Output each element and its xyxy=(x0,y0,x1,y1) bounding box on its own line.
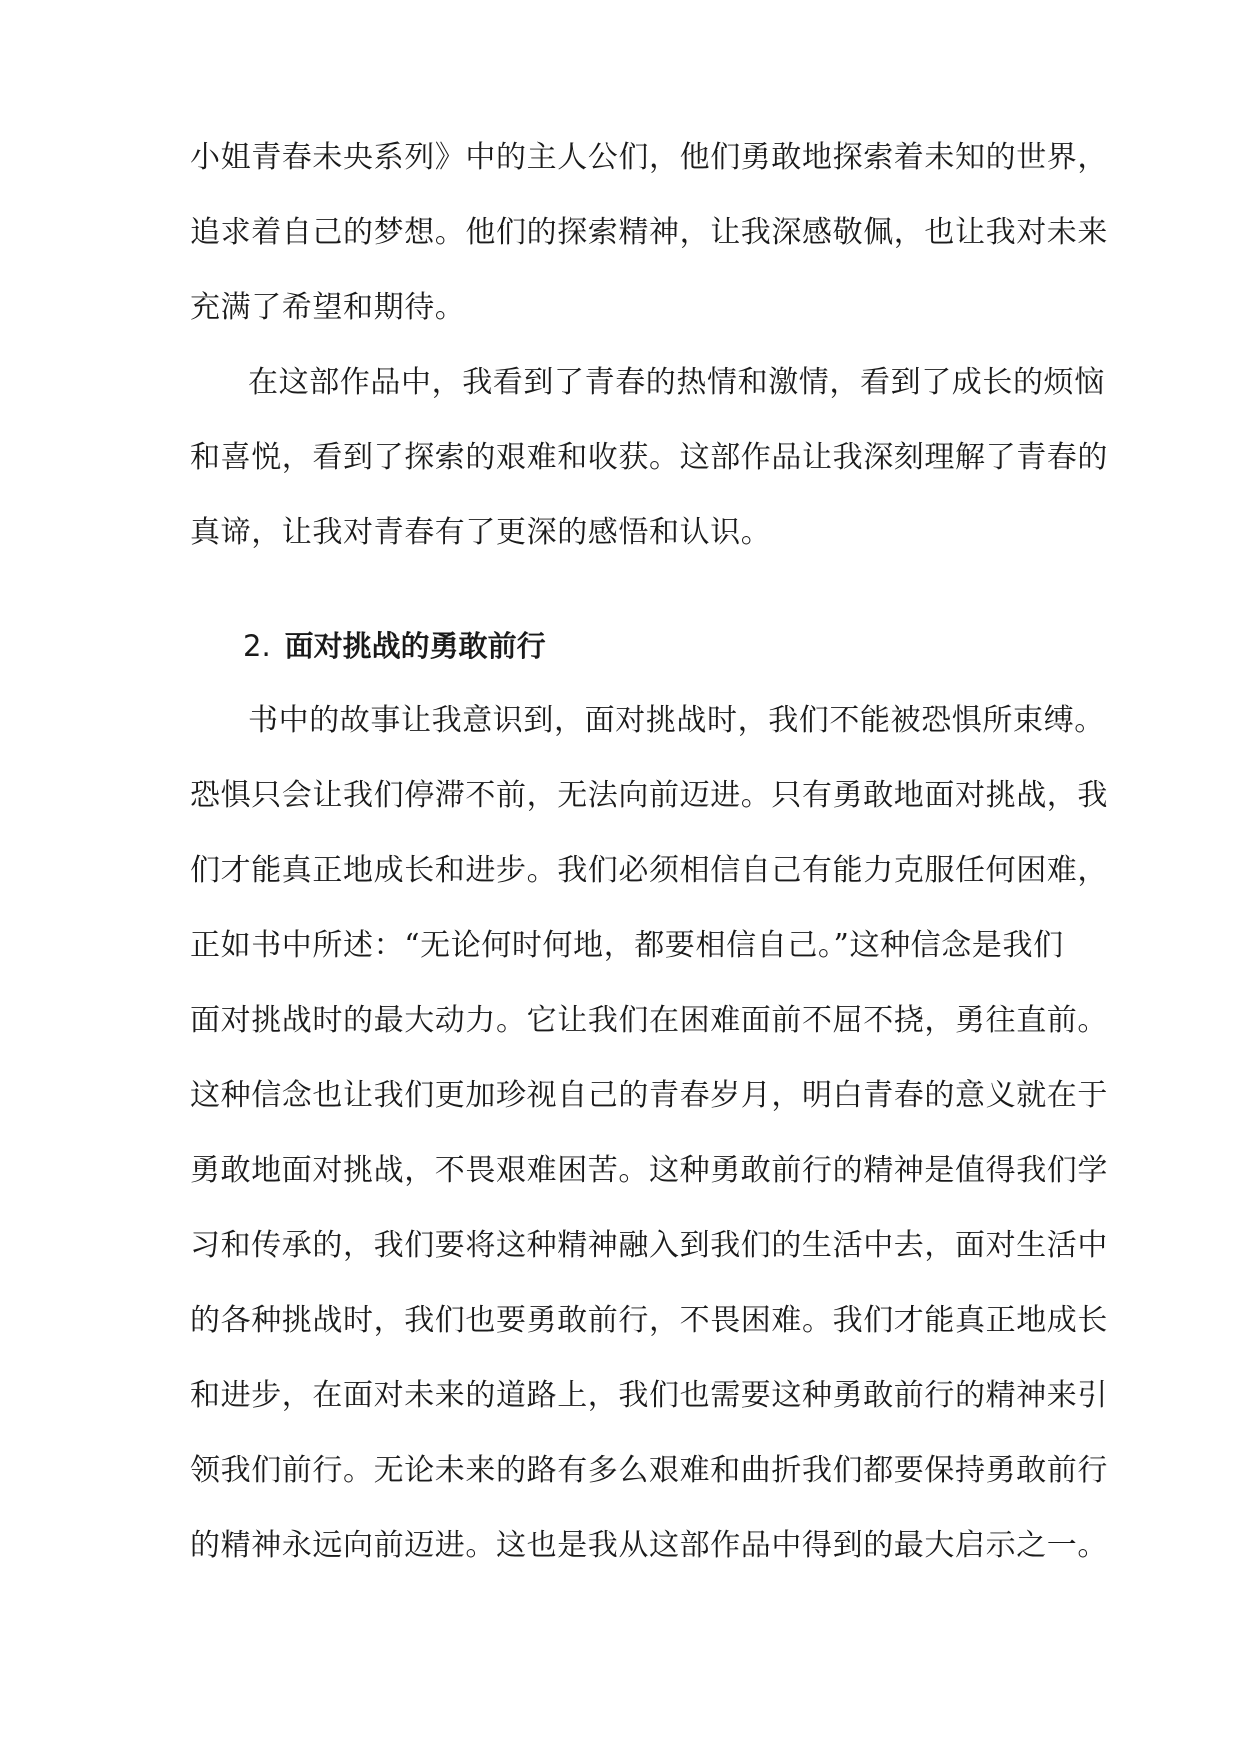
paragraph-2-line-2: 和喜悦，看到了探索的艰难和收获。这部作品让我深刻理解了青春的 xyxy=(190,440,1108,475)
section-number: 2. xyxy=(243,629,271,663)
paragraph-3-line-3: 们才能真正地成长和进步。我们必须相信自己有能力克服任何困难， xyxy=(190,853,1108,888)
paragraph-3-line-10: 和进步，在面对未来的道路上，我们也需要这种勇敢前行的精神来引 xyxy=(190,1378,1108,1413)
paragraph-3-line-9: 的各种挑战时，我们也要勇敢前行，不畏困难。我们才能真正地成长 xyxy=(190,1303,1108,1338)
paragraph-2-line-1: 在这部作品中，我看到了青春的热情和激情，看到了成长的烦恼 xyxy=(248,365,1105,400)
paragraph-3-line-2: 恐惧只会让我们停滞不前，无法向前迈进。只有勇敢地面对挑战，我 xyxy=(190,778,1108,813)
paragraph-1-line-3: 充满了希望和期待。 xyxy=(190,290,466,325)
paragraph-3-line-11: 领我们前行。无论未来的路有多么艰难和曲折我们都要保持勇敢前行 xyxy=(190,1453,1108,1488)
paragraph-3-line-5: 面对挑战时的最大动力。它让我们在困难面前不屈不挠，勇往直前。 xyxy=(190,1003,1108,1038)
paragraph-3-line-4: 正如书中所述：“无论何时何地，都要相信自己。”这种信念是我们 xyxy=(190,928,1064,963)
section-title: 面对挑战的勇敢前行 xyxy=(284,629,546,663)
paragraph-1-line-2: 追求着自己的梦想。他们的探索精神，让我深感敬佩，也让我对未来 xyxy=(190,215,1108,250)
paragraph-3-line-6: 这种信念也让我们更加珍视自己的青春岁月，明白青春的意义就在于 xyxy=(190,1078,1108,1113)
paragraph-3-line-7: 勇敢地面对挑战，不畏艰难困苦。这种勇敢前行的精神是值得我们学 xyxy=(190,1153,1108,1188)
paragraph-3-line-8: 习和传承的，我们要将这种精神融入到我们的生活中去，面对生活中 xyxy=(190,1228,1108,1263)
paragraph-2-line-3: 真谛，让我对青春有了更深的感悟和认识。 xyxy=(190,515,772,550)
paragraph-1-line-1: 小姐青春未央系列》中的主人公们，他们勇敢地探索着未知的世界， xyxy=(190,140,1108,175)
paragraph-3-line-1: 书中的故事让我意识到，面对挑战时，我们不能被恐惧所束缚。 xyxy=(248,703,1105,738)
paragraph-3-line-12: 的精神永远向前迈进。这也是我从这部作品中得到的最大启示之一。 xyxy=(190,1528,1108,1563)
section-heading xyxy=(243,626,546,666)
